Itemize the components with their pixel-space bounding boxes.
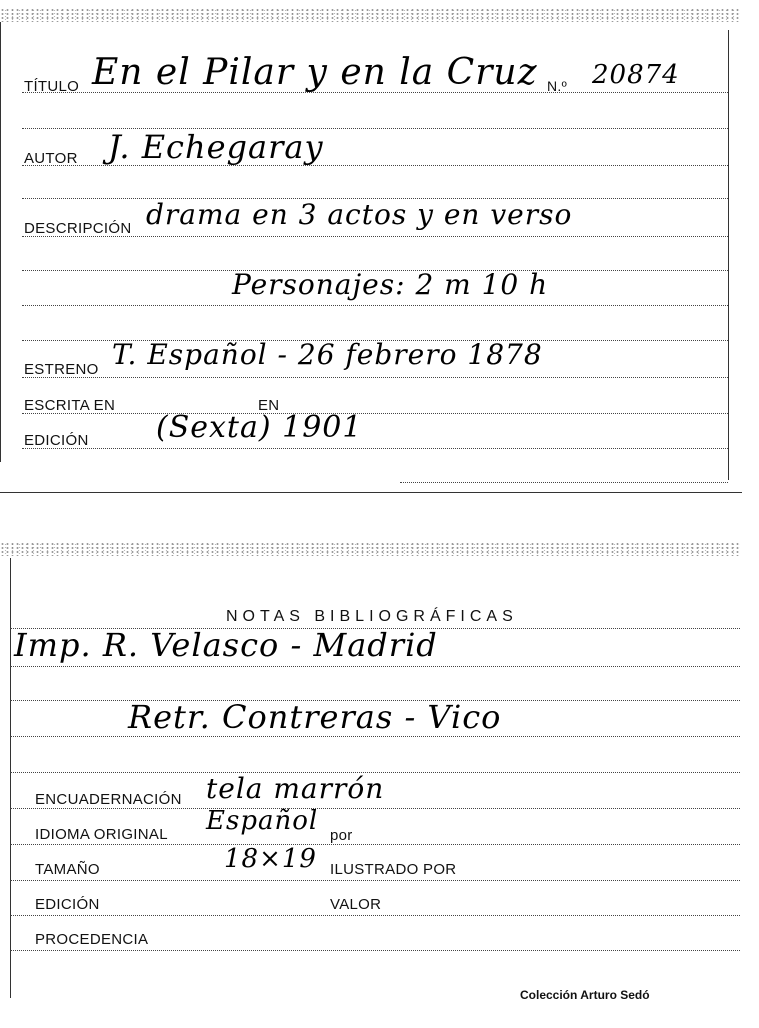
ilustrado-label: ILUSTRADO POR: [330, 861, 457, 878]
rule-idioma: [10, 844, 740, 845]
titulo-label: TÍTULO: [24, 78, 80, 95]
idioma-label: IDIOMA ORIGINAL: [35, 826, 168, 843]
rule-tamano: [10, 880, 740, 881]
encuadernacion-value: tela marrón: [206, 772, 385, 805]
rule-bottom-short: [400, 482, 728, 483]
idioma-value: Español: [206, 806, 319, 836]
por-label: por: [330, 827, 353, 844]
card-top-edge-texture: [0, 8, 740, 22]
en-label: EN: [258, 397, 280, 414]
notas-heading: NOTAS BIBLIOGRÁFICAS: [226, 608, 518, 625]
card-top-right-border: [728, 30, 729, 480]
rule-nota-4: [10, 736, 740, 737]
rule-personajes: [22, 305, 728, 306]
card-bottom-edge-texture: [0, 542, 740, 556]
escrita-en-label: ESCRITA EN: [24, 397, 116, 414]
descripcion-label: DESCRIPCIÓN: [24, 220, 132, 237]
edicion-label: EDICIÓN: [24, 432, 89, 449]
rule-encuadernacion: [10, 808, 740, 809]
procedencia-label: PROCEDENCIA: [35, 931, 149, 948]
rule-edicion: [22, 448, 728, 449]
descripcion-value: drama en 3 actos y en verso: [146, 198, 573, 231]
encuadernacion-label: ENCUADERNACIÓN: [35, 791, 182, 808]
catalog-card-top: [0, 0, 740, 492]
tamano-value: 18×19: [224, 844, 317, 874]
rule-edicion-2: [10, 915, 740, 916]
numero-value: 20874: [592, 60, 680, 90]
catalog-card-bottom: [0, 540, 740, 1010]
edicion-value: (Sexta) 1901: [156, 410, 363, 445]
rule-escrita: [22, 413, 728, 414]
nota-retrato: Retr. Contreras - Vico: [128, 698, 502, 736]
estreno-value: T. Español - 26 febrero 1878: [112, 338, 543, 371]
rule-nota-2: [10, 666, 740, 667]
rule-procedencia: [10, 950, 740, 951]
estreno-label: ESTRENO: [24, 361, 99, 378]
autor-label: AUTOR: [24, 150, 78, 167]
titulo-value: En el Pilar y en la Cruz: [92, 52, 538, 93]
valor-label: VALOR: [330, 896, 382, 913]
personajes-value: Personajes: 2 m 10 h: [232, 268, 549, 301]
numero-label: N.º: [547, 78, 568, 94]
collection-credit: Colección Arturo Sedó: [520, 988, 650, 1002]
rule-estreno: [22, 377, 728, 378]
edicion-label-bottom: EDICIÓN: [35, 896, 100, 913]
card-separator: [0, 492, 742, 493]
autor-value: J. Echegaray: [108, 128, 324, 166]
nota-impresor: Imp. R. Velasco - Madrid: [14, 626, 438, 664]
card-top-left-border: [0, 22, 1, 462]
card-bottom-left-border: [10, 558, 11, 998]
tamano-label: TAMAÑO: [35, 861, 100, 878]
